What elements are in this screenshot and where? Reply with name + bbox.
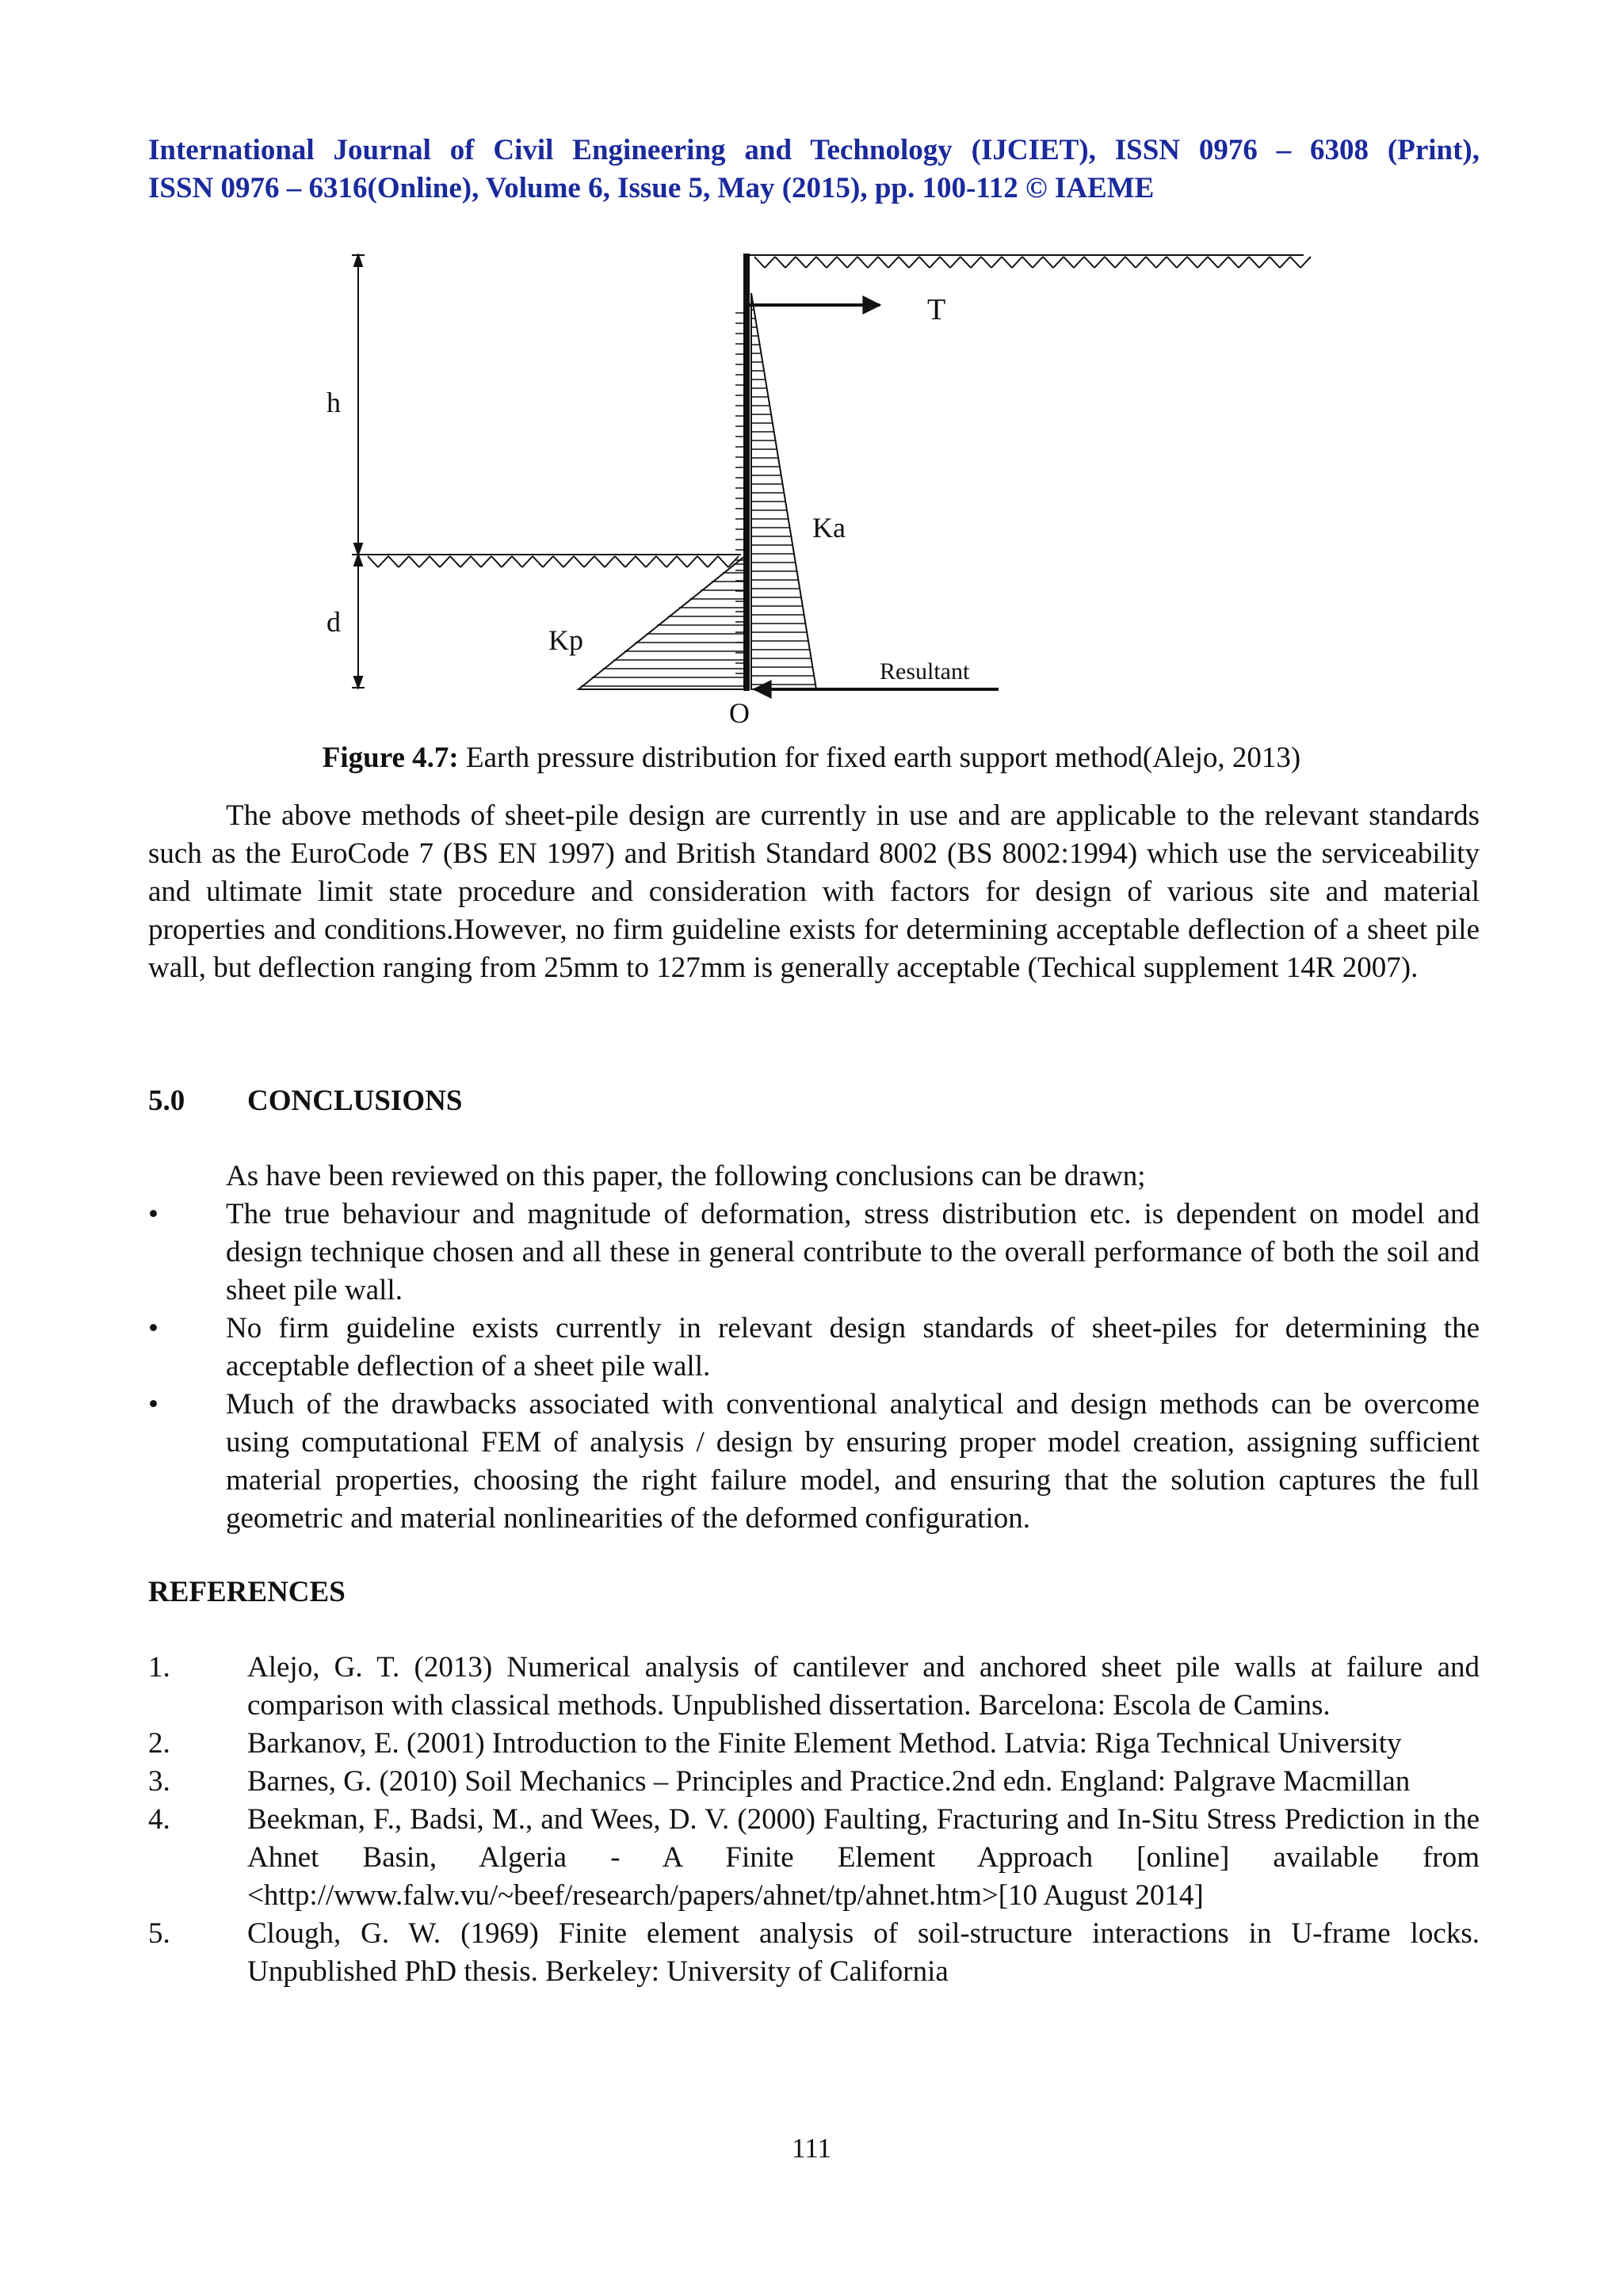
ground-hatch-mark — [584, 556, 594, 567]
ground-hatch-mark — [656, 556, 666, 567]
ground-hatch-mark — [522, 556, 533, 567]
ground-hatch-mark — [1012, 257, 1022, 268]
ground-hatch-mark — [991, 257, 1002, 268]
ground-hatch-mark — [677, 556, 687, 567]
ground-hatch-mark — [502, 556, 512, 567]
ground-hatch-mark — [646, 556, 656, 567]
height-dimension-h — [352, 255, 365, 555]
label-T: T — [927, 293, 946, 326]
ground-hatch-mark — [960, 257, 971, 268]
ground-hatch-mark — [605, 556, 615, 567]
ground-hatch-mark — [940, 257, 950, 268]
sheet-pile-wall — [743, 254, 750, 691]
ground-hatch-mark — [888, 257, 899, 268]
ground-hatch-mark — [1115, 257, 1125, 268]
ground-hatch-mark — [878, 257, 888, 268]
ground-hatch-mark — [1053, 257, 1064, 268]
ground-hatch-mark — [687, 556, 697, 567]
ground-hatch-mark — [1290, 257, 1300, 268]
label-Kp: Kp — [548, 624, 583, 656]
ground-hatch-mark — [1156, 257, 1167, 268]
ground-hatch-mark — [981, 257, 991, 268]
label-Ka: Ka — [812, 512, 846, 543]
reference-item — [148, 1725, 1480, 1763]
reference-text: Barkanov, E. (2001) Introduction to the Finite Element Method. Latvia: Riga Technical University — [247, 1727, 1402, 1760]
ground-hatch-mark — [796, 257, 806, 268]
ground-hatch-mark — [419, 556, 430, 567]
ground-hatch-mark — [1208, 257, 1218, 268]
ground-hatch-mark — [1084, 257, 1094, 268]
reference-number: 3. — [148, 1765, 170, 1798]
ground-hatch-mark — [533, 556, 543, 567]
ground-hatch-mark — [1022, 257, 1033, 268]
earth-pressure-diagram — [301, 238, 1347, 745]
conclusion-item — [148, 1310, 1480, 1386]
figure-caption — [0, 739, 1623, 777]
ground-hatch-mark — [754, 257, 765, 268]
ground-hatch-mark — [491, 556, 502, 567]
conclusion-item — [148, 1386, 1480, 1538]
ground-hatch-mark — [899, 257, 909, 268]
ground-hatch-mark — [827, 257, 837, 268]
ground-hatch-mark — [785, 257, 796, 268]
reference-text: Alejo, G. T. (2013) Numerical analysis of cantilever and anchored sheet pile walls at failure and comparison with classical methods. Unpublished dissertation. Barcelona: Escola de Camins. — [247, 1651, 1480, 1722]
label-h: h — [327, 387, 341, 418]
conclusion-text: The true behaviour and magnitude of deformation, stress distribution etc. is dependent on model and design technique chosen and all these in general contribute to the overall performance of both the soil and sheet pile wall. — [226, 1198, 1480, 1306]
ground-hatch-mark — [971, 257, 981, 268]
ground-hatch-mark — [1239, 257, 1249, 268]
ground-hatch-mark — [1033, 257, 1043, 268]
ground-hatch-mark — [481, 556, 491, 567]
ground-hatch-mark — [636, 556, 646, 567]
ground-hatch-mark — [615, 556, 625, 567]
ground-hatch-mark — [1300, 257, 1311, 268]
ground-hatch-mark — [1187, 257, 1197, 268]
passive-pressure-diagram — [579, 556, 745, 689]
ground-hatch-mark — [1167, 257, 1177, 268]
ground-hatch-mark — [368, 556, 378, 567]
references-title: REFERENCES — [148, 1576, 346, 1608]
reference-item — [148, 1915, 1480, 1991]
bullet-icon: • — [148, 1388, 158, 1421]
ground-hatch-mark — [868, 257, 878, 268]
ground-hatch-mark — [563, 556, 574, 567]
conclusions-list — [148, 1196, 1480, 1538]
ground-hatch-mark — [1259, 257, 1270, 268]
ground-hatch-mark — [1228, 257, 1239, 268]
reference-text: Barnes, G. (2010) Soil Mechanics – Principles and Practice.2nd edn. England: Palgrave Macmillan — [247, 1765, 1411, 1798]
ground-hatch-mark — [1177, 257, 1187, 268]
ground-hatch-mark — [1136, 257, 1146, 268]
ground-hatch-mark — [718, 556, 728, 567]
reference-number: 4. — [148, 1803, 170, 1836]
ground-hatch-mark — [909, 257, 919, 268]
ground-hatch-mark — [543, 556, 553, 567]
ground-hatch-mark — [1002, 257, 1012, 268]
ground-hatch-mark — [1074, 257, 1084, 268]
ground-hatch-mark — [666, 556, 677, 567]
reference-text: Beekman, F., Badsi, M., and Wees, D. V. (2000) Faulting, Fracturing and In-Situ Stress Prediction in the Ahnet Basin, Algeria - A Finite Element Approach [online] available from <http://www.falw.vu/~beef/research/papers/ahnet/tp/ahnet.htm>[10 August 2014] — [247, 1803, 1480, 1912]
ground-hatch-mark — [765, 257, 775, 268]
reference-item — [148, 1649, 1480, 1725]
references-heading — [148, 1573, 346, 1611]
label-d: d — [327, 606, 341, 638]
ground-hatch-mark — [574, 556, 584, 567]
ground-hatch-mark — [409, 556, 419, 567]
ground-hatch-mark — [1064, 257, 1074, 268]
conclusion-item — [148, 1196, 1480, 1310]
ground-hatch-mark — [512, 556, 522, 567]
body-paragraph: The above methods of sheet-pile design are currently in use and are applicable to the relevant standards such as the EuroCode 7 (BS EN 1997) and British Standard 8002 (BS 8002:1994) which use the serviceability and ultimate limit state procedure and consideration with factors for design of various site and material properties and conditions.However, no firm guideline exists for determining acceptable deflection of a sheet pile wall, but deflection ranging from 25mm to 127mm is generally acceptable (Techical supplement 14R 2007). — [148, 799, 1480, 984]
conclusions-number: 5.0 — [148, 1085, 185, 1117]
ground-hatch-mark — [1280, 257, 1290, 268]
ground-hatch-mark — [1270, 257, 1280, 268]
ground-hatch-mark — [847, 257, 857, 268]
ground-hatch-mark — [594, 556, 605, 567]
conclusions-heading — [148, 1082, 462, 1120]
ground-hatch-mark — [930, 257, 940, 268]
ground-hatch-mark — [857, 257, 868, 268]
label-O: O — [729, 697, 750, 729]
bullet-icon: • — [148, 1198, 158, 1230]
ground-hatch-mark — [837, 257, 847, 268]
ground-hatch-mark — [399, 556, 409, 567]
ground-hatch-mark — [1105, 257, 1115, 268]
ground-hatch-mark — [625, 556, 636, 567]
ground-hatch-mark — [806, 257, 816, 268]
reference-item — [148, 1801, 1480, 1915]
conclusion-text: Much of the drawbacks associated with conventional analytical and design methods can be overcome using computational FEM of analysis / design by ensuring proper model creation, assigning sufficient material properties, choosing the right failure model, and ensuring that the solution captures the full geometric and material nonlinearities of the deformed configuration. — [226, 1388, 1480, 1535]
bullet-icon: • — [148, 1312, 158, 1344]
label-resultant: Resultant — [880, 658, 970, 685]
ground-hatch-mark — [553, 556, 563, 567]
page-number: 111 — [792, 2133, 831, 2164]
ground-hatch-mark — [708, 556, 718, 567]
references-list — [148, 1649, 1480, 1991]
header-line-2: ISSN 0976 – 6316(Online), Volume 6, Issue 5, May (2015), pp. 100-112 © IAEME — [148, 172, 1155, 204]
ground-hatch-mark — [1218, 257, 1228, 268]
reference-number: 5. — [148, 1917, 170, 1950]
ground-hatch-mark — [1043, 257, 1053, 268]
ground-hatch-mark — [378, 556, 388, 567]
figure-caption-label: Figure 4.7: — [322, 742, 459, 774]
ground-hatch-mark — [450, 556, 460, 567]
reference-number: 1. — [148, 1651, 170, 1684]
reference-item — [148, 1763, 1480, 1801]
ground-hatch-mark — [460, 556, 471, 567]
conclusions-title: CONCLUSIONS — [247, 1085, 463, 1117]
ground-hatch-mark — [1146, 257, 1156, 268]
earth-pressure-figure — [301, 238, 1347, 745]
ground-hatch-mark — [775, 257, 785, 268]
ground-hatch-mark — [919, 257, 930, 268]
depth-dimension-d — [352, 555, 365, 688]
ground-hatch-mark — [430, 556, 440, 567]
ground-hatch-mark — [1249, 257, 1259, 268]
ground-hatch-mark — [471, 556, 481, 567]
ground-hatch-mark — [697, 556, 708, 567]
figure-caption-text: Earth pressure distribution for fixed earth support method(Alejo, 2013) — [458, 742, 1301, 774]
ground-hatch-mark — [388, 556, 399, 567]
ground-hatch-mark — [440, 556, 450, 567]
ground-hatch-mark — [1197, 257, 1208, 268]
reference-number: 2. — [148, 1727, 170, 1760]
ground-hatch-mark — [1094, 257, 1105, 268]
conclusion-text: No firm guideline exists currently in relevant design standards of sheet-piles for determining the acceptable deflection of a sheet pile wall. — [226, 1312, 1480, 1383]
journal-header — [148, 132, 1480, 208]
ground-hatch-mark — [1125, 257, 1136, 268]
ground-hatch-mark — [816, 257, 827, 268]
conclusions-intro: As have been reviewed on this paper, the following conclusions can be drawn; — [226, 1160, 1146, 1192]
header-line-1: International Journal of Civil Engineering and Technology (IJCIET), ISSN 0976 – 6308 (Print), — [148, 134, 1480, 166]
reference-text: Clough, G. W. (1969) Finite element analysis of soil-structure interactions in U-frame locks. Unpublished PhD thesis. Berkeley: University of California — [247, 1917, 1480, 1988]
ground-hatch-mark — [950, 257, 960, 268]
